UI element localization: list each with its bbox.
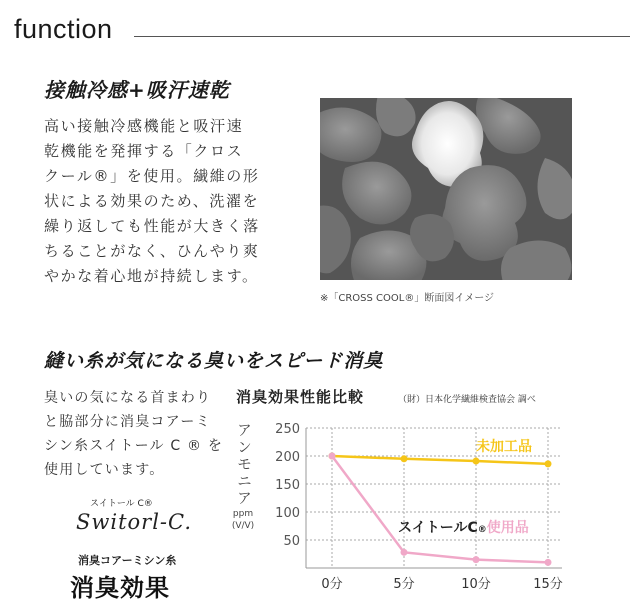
y-tick-label: 250	[275, 422, 300, 437]
y-tick-label: 50	[283, 534, 300, 549]
brand-logo: Switorl-C.	[76, 510, 193, 534]
data-point	[473, 556, 480, 563]
legend-label-untreated: 未加工品	[476, 439, 532, 456]
y-axis-label-text: アンモニア	[235, 422, 253, 507]
x-tick-label: 15分	[533, 577, 563, 592]
series-line	[332, 456, 548, 562]
deodorant-chart	[270, 416, 570, 596]
fiber-cross-section-image	[320, 98, 572, 280]
section1-line: 状による効果のため、洗濯を	[44, 192, 260, 210]
legend-label-treated	[398, 519, 529, 536]
section2-line: 臭いの気になる首まわり	[44, 390, 212, 406]
y-tick-label: 200	[275, 450, 300, 465]
data-point	[545, 559, 552, 566]
section2-title: 縫い糸が気になる臭いをスピード消臭	[44, 350, 384, 372]
x-tick-label: 5分	[393, 577, 415, 592]
section2-line: と脇部分に消臭コアーミ	[44, 414, 211, 430]
legend-label-mark: ®	[477, 525, 487, 535]
thread-label: 消臭コアーミシン糸	[78, 554, 177, 567]
x-tick-label: 10分	[461, 577, 491, 592]
series-line	[332, 456, 548, 464]
y-axis-unit: ppm (V/V)	[231, 509, 255, 531]
section1-title: 接触冷感+吸汗速乾	[44, 78, 230, 102]
legend-label-suffix: 使用品	[486, 520, 529, 536]
fiber-cross-section-svg	[320, 98, 572, 280]
legend-label-brand: スイトールC	[398, 520, 478, 536]
data-point	[401, 455, 408, 462]
data-point	[545, 460, 552, 467]
logo-label: スイトール C®	[90, 499, 153, 509]
section1-line: 高い接触冷感機能と吸汗速	[44, 117, 244, 135]
data-point	[401, 549, 408, 556]
section2-body	[44, 386, 223, 482]
y-tick-label: 100	[275, 506, 300, 521]
section1-line: 乾機能を発揮する「クロス	[44, 142, 244, 160]
effect-label: 消臭効果	[70, 574, 170, 602]
page-heading: function	[14, 14, 113, 44]
x-tick-label: 0分	[321, 577, 343, 592]
heading-rule	[134, 36, 630, 37]
section1-line: 繰り返しても性能が大きく落	[44, 217, 260, 235]
section1-line: やかな着心地が持続します。	[44, 267, 259, 285]
section1-body	[44, 114, 260, 289]
image-caption: ※「CROSS COOL®」断面図イメージ	[320, 293, 495, 304]
data-point	[473, 458, 480, 465]
y-axis-label	[234, 422, 254, 507]
data-point	[329, 453, 336, 460]
chart-title: 消臭効果性能比較	[236, 388, 365, 406]
section1-line: ちることがなく、ひんやり爽	[44, 242, 260, 260]
section2-line: シン糸スイトール C ® を	[44, 438, 224, 454]
chart-note: （財）日本化学繊維検査協会 調べ	[398, 395, 536, 405]
y-tick-label: 150	[275, 478, 300, 493]
section2-line: 使用しています。	[44, 462, 165, 478]
section1-line: クール®」を使用。繊維の形	[44, 167, 260, 185]
